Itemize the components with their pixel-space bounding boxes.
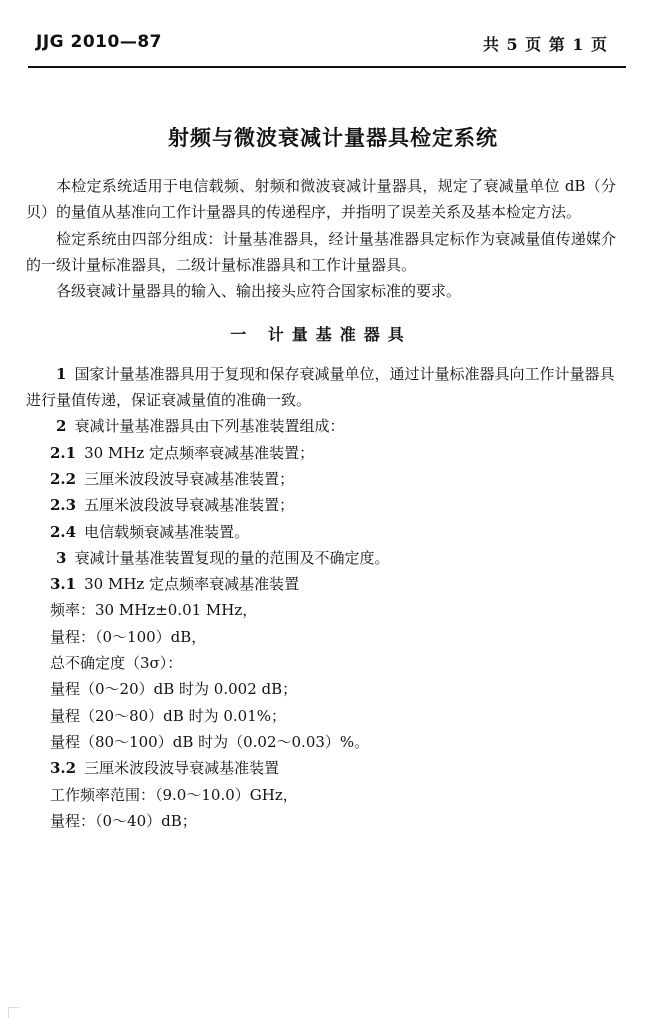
clause-number: 1 [56, 364, 67, 383]
clause-number: 3.2 [50, 759, 77, 778]
spec-working-frequency: 工作频率范围：（9.0～10.0）GHz， [50, 785, 298, 804]
clause-number: 2 [56, 417, 67, 436]
clause-text: 30 MHz 定点频率衰减基准装置 [84, 575, 300, 594]
clause-text: 30 MHz 定点频率衰减基准装置； [84, 443, 315, 462]
intro-paragraph-2: 检定系统由四部分组成：计量基准器具，经计量基准器具定标作为衰减量值传递媒介的一级计量标准器具，二级计量标准器具和工作计量器具。 [26, 229, 616, 274]
spec-range: 量程：（0～100）dB， [50, 627, 207, 646]
page-counter: 共 5 页 第 1 页 [482, 35, 608, 54]
clause-2-2 [26, 466, 616, 492]
clause-number: 2.3 [50, 496, 77, 515]
clause-text: 五厘米波段波导衰减基准装置； [84, 496, 295, 515]
clause-text: 国家计量基准器具用于复现和保存衰减量单位，通过计量标准器具向工作计量器具进行量值传递，保证衰减量值的准确一致。 [26, 364, 615, 410]
intro-paragraph-1: 本检定系统适用于电信载频、射频和微波衰减计量器具，规定了衰减量单位 dB（分贝）的量值从基准向工作计量器具的传递程序，并指明了误差关系及基本检定方法。 [26, 177, 616, 222]
header-divider [28, 66, 626, 68]
page-header [0, 32, 666, 56]
clause-text: 衰减计量基准装置复现的量的范围及不确定度。 [74, 548, 390, 567]
clause-number: 3 [56, 548, 67, 567]
spec-uncertainty-2: 量程（20～80）dB 时为 0.01%； [50, 706, 286, 725]
clause-text: 衰减计量基准器具由下列基准装置组成： [74, 417, 345, 436]
clause-2-1 [26, 440, 616, 466]
clause-number: 2.4 [50, 522, 77, 541]
intro-paragraph-3: 各级衰减计量器具的输入、输出接头应符合国家标准的要求。 [56, 282, 462, 301]
spec-frequency: 频率：30 MHz±0.01 MHz， [50, 601, 258, 620]
section-heading-1: 一 计量基准器具 [230, 325, 412, 345]
spec-uncertainty-1: 量程（0～20）dB 时为 0.002 dB； [50, 680, 298, 699]
clause-text: 电信载频衰减基准装置。 [84, 522, 250, 541]
spec-uncertainty-3: 量程（80～100）dB 时为（0.02～0.03）%。 [50, 732, 370, 751]
clause-2 [26, 413, 616, 439]
spec-uncertainty-heading: 总不确定度（3σ）： [50, 654, 183, 673]
clause-number: 2.2 [50, 469, 77, 488]
scan-artifact-mark [8, 1007, 19, 1018]
clause-3-2 [26, 755, 616, 781]
clause-text: 三厘米波段波导衰减基准装置 [84, 759, 280, 778]
clause-3 [26, 545, 616, 571]
clause-2-3 [26, 492, 616, 518]
standard-code: JJG 2010—87 [36, 32, 162, 52]
spec-range-32: 量程：（0～40）dB； [50, 811, 197, 830]
clause-3-1 [26, 571, 616, 597]
document-title: 射频与微波衰减计量器具检定系统 [168, 126, 498, 150]
clause-2-4 [26, 519, 616, 545]
clause-number: 2.1 [50, 443, 77, 462]
clause-text: 三厘米波段波导衰减基准装置； [84, 469, 295, 488]
clause-number: 3.1 [50, 575, 77, 594]
clause-1 [26, 361, 616, 414]
document-body [26, 173, 616, 834]
